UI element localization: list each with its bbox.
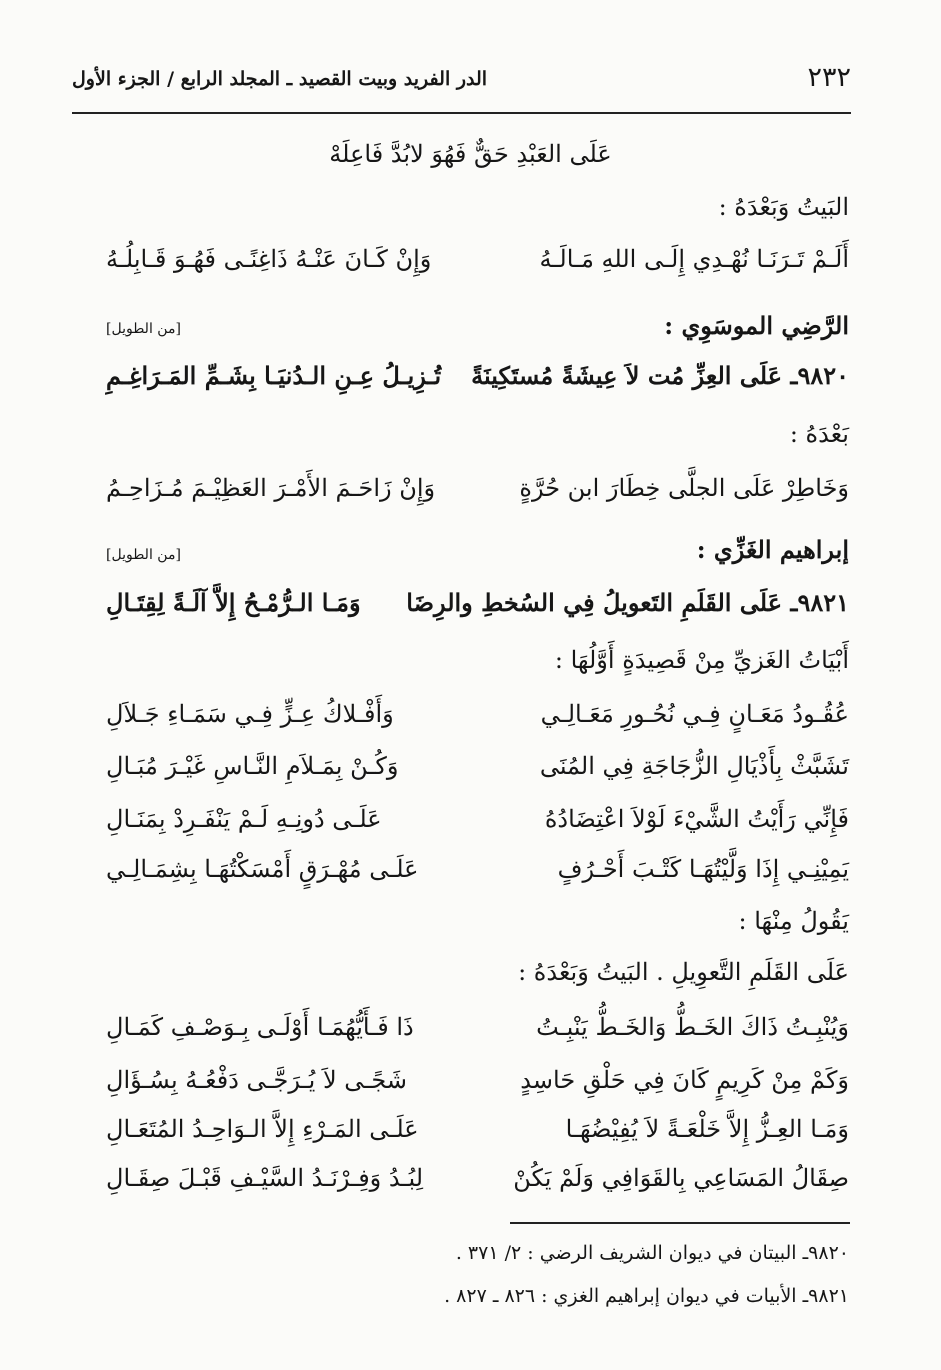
footnote: ٩٨٢١ـ الأبيات في ديوان إبراهيم الغزي : ٨٢٦ ـ ٨٢٧ .	[444, 1285, 849, 1307]
text-line: البَيتُ وَبَعْدَهُ :	[718, 193, 849, 221]
page-number: ٢٣٢	[807, 62, 851, 93]
verse-first-hemistich: فَإِنِّي رَأَيْتُ الشَّيْءَ لَوْلاَ اعْتِضَادُهُ	[544, 805, 849, 833]
verse-first-hemistich: وَخَاطِرْ عَلَى الجلَّى خِطَارَ ابن حُرَّةٍ	[519, 474, 849, 502]
meter-note: [من الطويل]	[106, 547, 181, 563]
verse-first-hemistich: ٩٨٢٠ـ عَلَى العِزِّ مُت لاَ عِيشَةً مُستَكِينَةً	[471, 361, 849, 390]
page-header	[72, 62, 851, 102]
verse-first-hemistich: أَلَـمْ تَـرَنَـا نُهْـدِي إِلَـى اللهِ مَـالَـهُ	[539, 245, 849, 273]
verse-first-hemistich: عُقُـودُ مَعَـانٍ فِـي نُحُـورِ مَعَـالِـي	[540, 700, 849, 728]
verse-second-hemistich: لِبُـدُ وَفِـرْنَـدُ السَّيْـفِ قَبْـلَ صِقَـالِ	[106, 1164, 424, 1192]
verse-second-hemistich: ذَا فَـأَيُّهُمَـا أَوْلَـى بِـوَصْـفِ كَمَـالِ	[106, 1013, 414, 1041]
text-line: أَبْيَاتُ الغَزيِّ مِنْ قَصِيدَةٍ أَوَّلُهَا :	[554, 646, 849, 674]
verse-first-hemistich: وَكَمْ مِنْ كَرِيمٍ كَانَ فِي حَلْقِ حَاسِدٍ	[520, 1066, 849, 1094]
verse-second-hemistich: شَجًـى لاَ يُـرَجَّـى دَفْعُـهُ بِسُـؤَالِ	[106, 1066, 407, 1094]
verse-first-hemistich: ٩٨٢١ـ عَلَى القَلَمِ التَعويلُ فِي السُخطِ والرِضَا	[406, 588, 849, 617]
header-rule	[72, 112, 851, 114]
verse-first-hemistich: يَمِيْنِـي إِذَا وَلَّيْتُهَـا كَتْـبَ أَحْـرُفٍ	[557, 855, 849, 883]
poet-name: الرَّضِي الموسَوِي :	[664, 311, 849, 340]
verse-second-hemistich: وَكُـنْ بِمَـلاَمِ النَّـاسِ غَيْـرَ مُبَـالِ	[106, 752, 399, 780]
verse-second-hemistich: وَإِنْ كَـانَ عَنْـهُ ذَاغِنًـى فَهُـوَ قَـابِلُـهُ	[106, 245, 432, 273]
text-line: يَقُولُ مِنْهَا :	[738, 907, 849, 935]
verse-second-hemistich: تُـزِيـلُ عِـنِ الـدُنيَـا بِشَـمِّ المَـرَاغِـمِ	[106, 361, 442, 390]
verse-second-hemistich: وَأَفْـلاكُ عِـزٍّ فِـي سَمَـاءِ جَـلاَلِ	[106, 700, 394, 728]
text-line: بَعْدَهُ :	[789, 420, 849, 448]
meter-note: [من الطويل]	[106, 321, 181, 337]
verse-first-hemistich: وَمَـا العِـزُّ إِلاَّ خَلْعَـةً لاَ يُفِيْضُهَـا	[565, 1115, 849, 1143]
verse-first-hemistich: صِقَالُ المَسَاعِي بِالقَوَافِي وَلَمْ يَكُنْ	[513, 1164, 849, 1192]
verse-first-hemistich: وَيُنْبِـتُ ذَاكَ الخَـطُّ وَالخَـطُّ يَنْبِـتُ	[536, 1013, 849, 1041]
verse-second-hemistich: عَلَـى المَـرْءِ إِلاَّ الـوَاحِـدُ المُتَعَـالِ	[106, 1115, 419, 1143]
poet-name: إبراهيم الغَزِّي :	[696, 535, 849, 564]
verse-second-hemistich: وَمَـا الـرُّمْـحُ إِلاَّ آلَـةً لِقِتَـالِ	[106, 588, 361, 617]
text-line: عَلَى القَلَمِ التَّعوِيلِ . البَيتُ وَبَعْدَهُ :	[518, 958, 849, 986]
verse-second-hemistich: عَلَـى دُونِـهِ لَـمْ يَنْفَـرِدْ بِمَنَـالِ	[106, 805, 382, 833]
verse-first-hemistich: تَشَبَّثْ بِأَذْيَالِ الزُّجَاجَةِ فِي المُنَى	[539, 752, 849, 780]
verse-second-hemistich: وَإِنْ زَاحَـمَ الأَمْـرَ العَظِيْـمَ مُـزَاحِـمُ	[106, 474, 436, 502]
verse-line: عَلَى العَبْدِ حَقٌّ فَهُوَ لابُدَّ فَاعِلَهْ	[329, 140, 612, 168]
footnote: ٩٨٢٠ـ البيتان في ديوان الشريف الرضي : ٢/ ٣٧١ .	[455, 1242, 849, 1264]
footnote-rule	[510, 1222, 850, 1224]
verse-second-hemistich: عَلَـى مُهْـرَقٍ أَمْسَكْتُهَـا بِشِمَـالِـي	[106, 855, 419, 883]
running-title: الدر الفريد وبيت القصيد ـ المجلد الرابع / الجزء الأول	[72, 68, 488, 90]
